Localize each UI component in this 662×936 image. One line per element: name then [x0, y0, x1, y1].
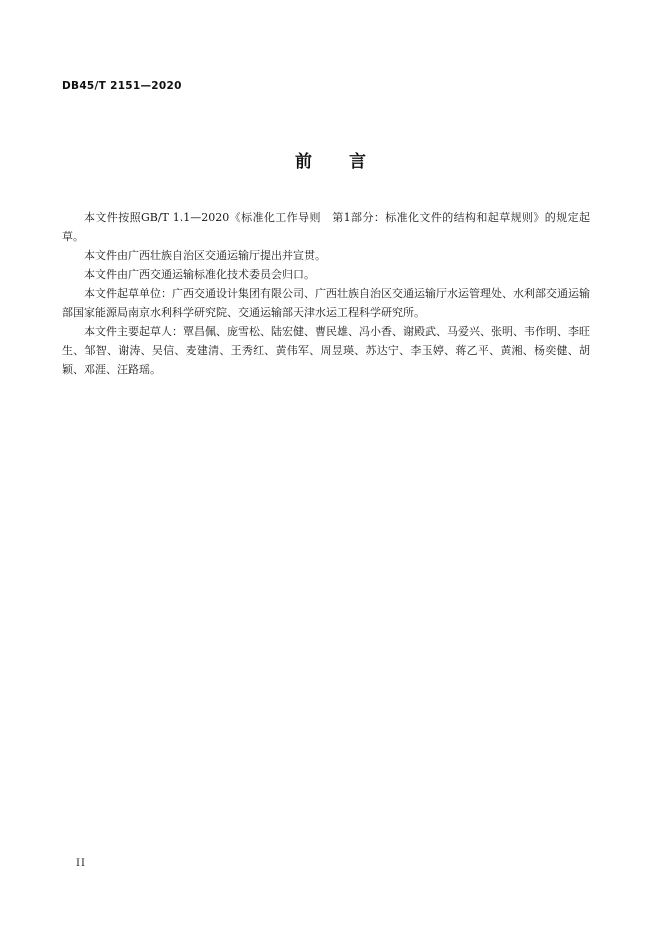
title-char-1: 前 — [295, 152, 313, 172]
foreword-body — [62, 208, 590, 379]
paragraph-drafting-rules: 本文件按照GB/T 1.1—2020《标准化工作导则 第1部分：标准化文件的结构和起草规则》的规定起草。 — [62, 211, 590, 243]
paragraph-drafters: 本文件主要起草人：覃昌佩、庞雪松、陆宏健、曹民雄、冯小香、谢殿武、马爱兴、张明、韦作明、李旺生、邹智、谢涛、吴信、麦建清、王秀红、黄伟军、周昱瑛、苏达宁、李玉婷、蒋乙平、黄湘、杨奕健、胡颖、邓涯、汪路瑶。 — [62, 325, 590, 376]
title-char-2: 言 — [349, 152, 367, 172]
standard-code: DB45/T 2151—2020 — [62, 80, 182, 92]
paragraph-drafting-units: 本文件起草单位：广西交通设计集团有限公司、广西壮族自治区交通运输厅水运管理处、水利部交通运输部国家能源局南京水利科学研究院、交通运输部天津水运工程科学研究所。 — [62, 287, 590, 319]
paragraph-centralized-unit: 本文件由广西交通运输标准化技术委员会归口。 — [84, 268, 315, 281]
page-title — [0, 147, 662, 172]
paragraph-proposer: 本文件由广西壮族自治区交通运输厅提出并宣贯。 — [84, 249, 326, 262]
page-number: II — [76, 858, 86, 869]
